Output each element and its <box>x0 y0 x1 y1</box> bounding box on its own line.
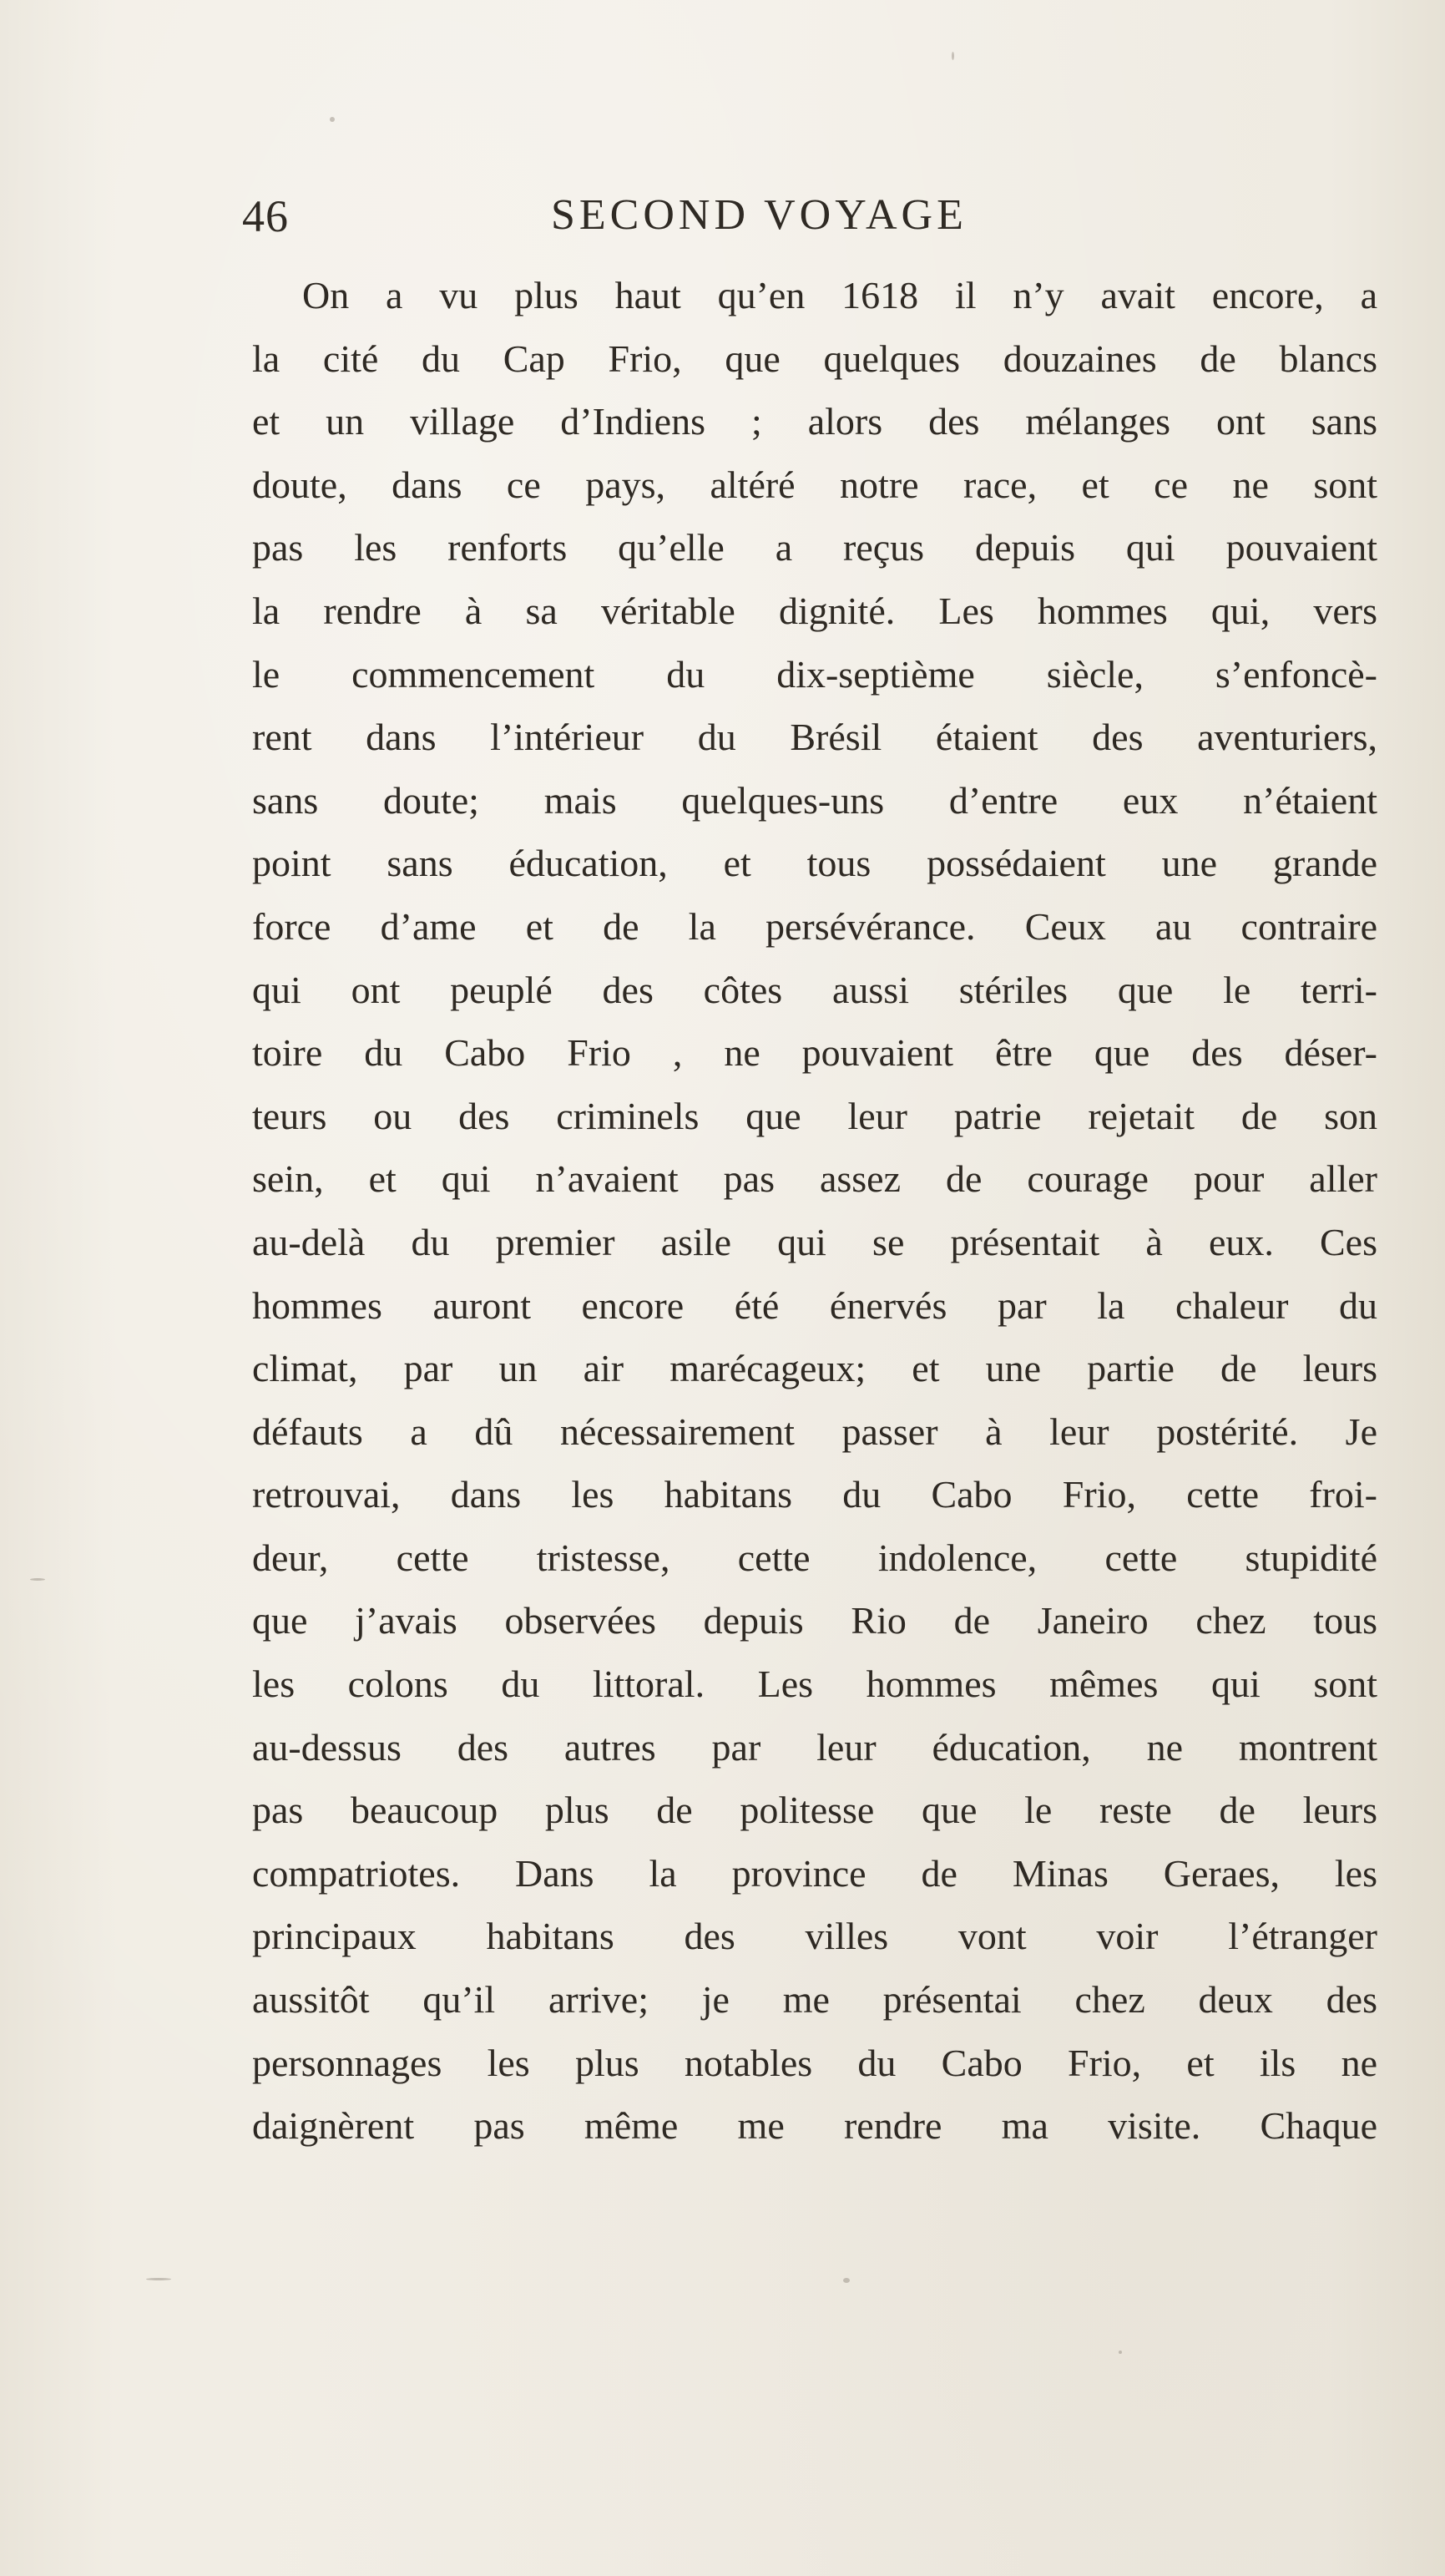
text-line: sans doute; mais quelques-uns d’entre eux n’étaient <box>252 778 1377 822</box>
text-line: daignèrent pas même me rendre ma visite. Chaque <box>252 2104 1377 2148</box>
text-line: personnages les plus notables du Cabo Frio, et ils ne <box>252 2041 1377 2084</box>
text-line: doute, dans ce pays, altéré notre race, et ce ne sont <box>252 463 1377 506</box>
page-number: 46 <box>242 191 289 241</box>
text-line: le commencement du dix-septième siècle, s’enfoncè- <box>252 652 1377 696</box>
paper-speck <box>1119 2351 1122 2354</box>
text-line: que j’avais observées depuis Rio de Janeiro chez tous <box>252 1599 1377 1642</box>
text-line: principaux habitans des villes vont voir l’étranger <box>252 1915 1377 1958</box>
text-line: pas les renforts qu’elle a reçus depuis qui pouvaient <box>252 526 1377 569</box>
paper-speck <box>952 52 954 60</box>
paper-speck <box>843 2278 850 2283</box>
text-line: On a vu plus haut qu’en 1618 il n’y avait encore, a <box>302 274 1377 316</box>
text-line: au-delà du premier asile qui se présentait à eux. Ces <box>252 1220 1377 1263</box>
page-header <box>242 190 1077 249</box>
text-line: compatriotes. Dans la province de Minas Geraes, les <box>252 1851 1377 1895</box>
paper-speck <box>330 117 335 122</box>
paper-speck <box>30 1578 45 1581</box>
text-line: force d’ame et de la persévérance. Ceux au contraire <box>252 904 1377 948</box>
text-line: pas beaucoup plus de politesse que le reste de leurs <box>252 1789 1377 1832</box>
text-line: la cité du Cap Frio, que quelques douzaines de blancs <box>252 337 1377 380</box>
text-line: deur, cette tristesse, cette indolence, cette stupidité <box>252 1536 1377 1579</box>
text-line: retrouvai, dans les habitans du Cabo Frio, cette froi- <box>252 1473 1377 1516</box>
text-line: la rendre à sa véritable dignité. Les hommes qui, vers <box>252 589 1377 632</box>
paper-speck <box>146 2278 171 2280</box>
text-line: les colons du littoral. Les hommes mêmes qui sont <box>252 1663 1377 1706</box>
text-line: défauts a dû nécessairement passer à leur postérité. Je <box>252 1409 1377 1453</box>
body-text <box>252 264 1377 2158</box>
text-line: rent dans l’intérieur du Brésil étaient des aventuriers, <box>252 716 1377 759</box>
text-line: hommes auront encore été énervés par la chaleur du <box>252 1283 1377 1327</box>
text-line: point sans éducation, et tous possédaient une grande <box>252 842 1377 885</box>
text-line: teurs ou des criminels que leur patrie rejetait de son <box>252 1094 1377 1137</box>
text-line: toire du Cabo Frio , ne pouvaient être que des déser- <box>252 1031 1377 1075</box>
text-line: qui ont peuplé des côtes aussi stériles que le terri- <box>252 968 1377 1011</box>
text-line: sein, et qui n’avaient pas assez de courage pour aller <box>252 1157 1377 1201</box>
text-line: au-dessus des autres par leur éducation, ne montrent <box>252 1725 1377 1769</box>
text-line: et un village d’Indiens ; alors des mélanges ont sans <box>252 400 1377 443</box>
running-head: SECOND VOYAGE <box>551 191 968 239</box>
text-line: aussitôt qu’il arrive; je me présentai chez deux des <box>252 1978 1377 2022</box>
text-line: climat, par un air marécageux; et une partie de leurs <box>252 1347 1377 1390</box>
